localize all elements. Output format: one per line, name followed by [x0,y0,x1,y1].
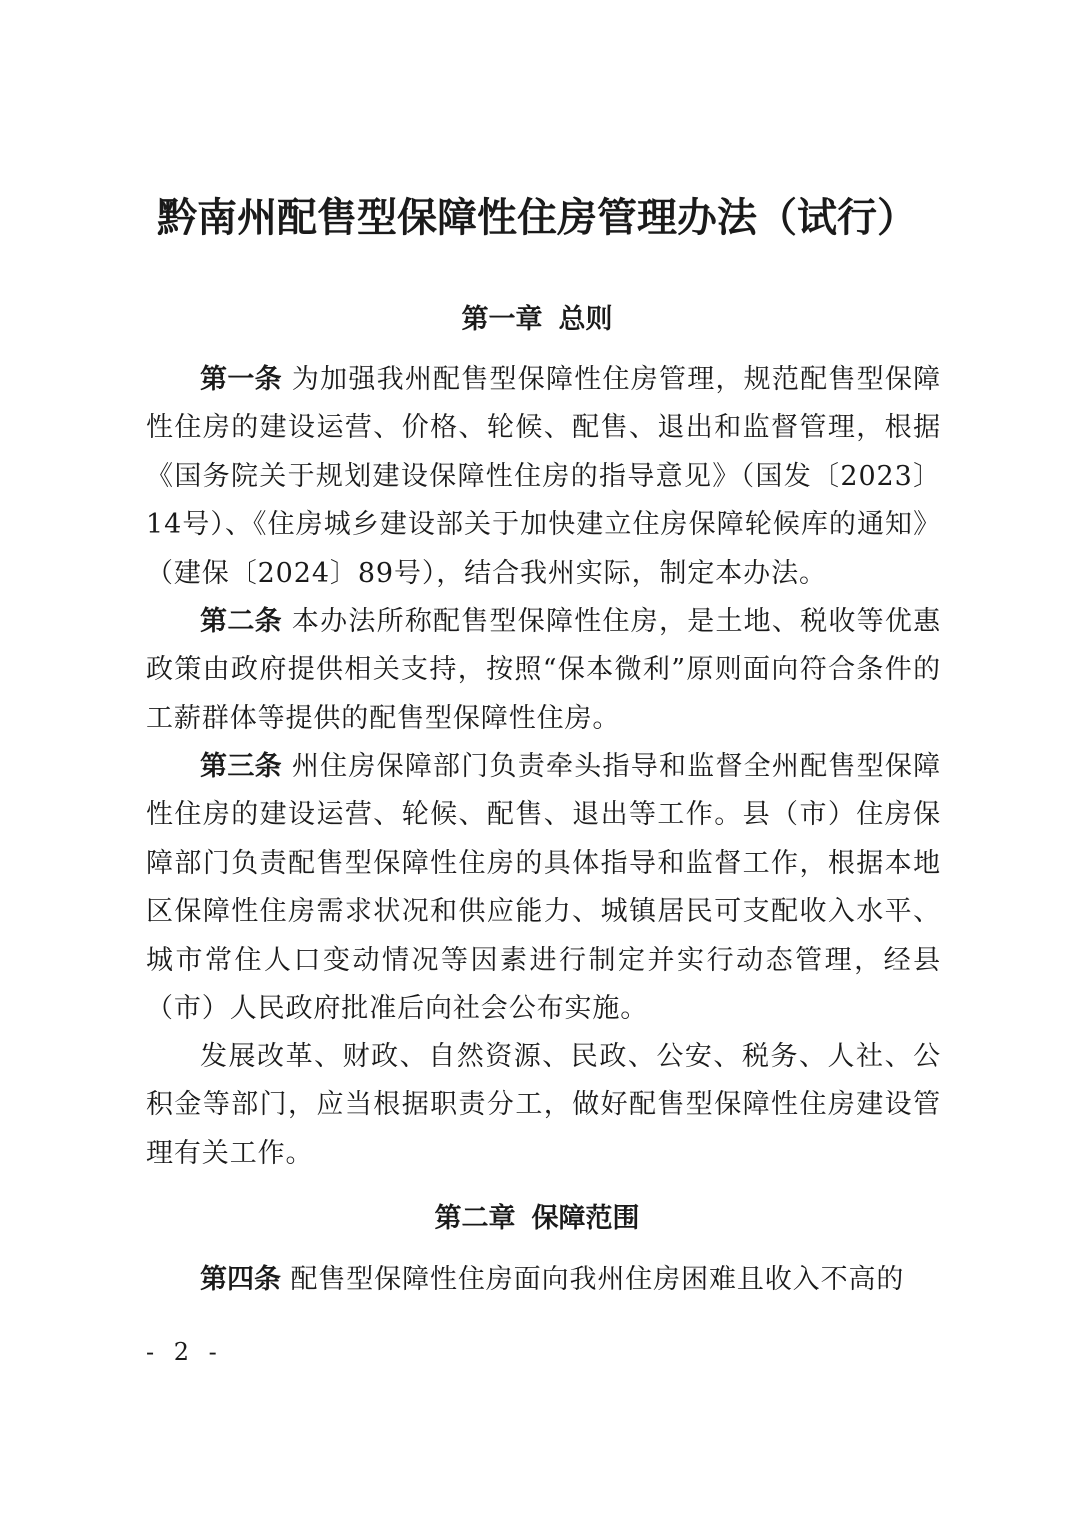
page-number: - 2 - [146,1338,223,1366]
chapter-1-heading [0,300,1074,340]
article-2-text: 本办法所称配售型保障性住房，是土地、税收等优惠政策由政府提供相关支持，按照“保本微利”原则面向符合条件的工薪群体等提供的配售型保障性住房。 [146,606,942,734]
chapter-1-name: 总则 [558,304,613,335]
article-2 [146,598,941,743]
chapter-2-name: 保障范围 [531,1203,640,1234]
article-2-label: 第二条 [200,606,283,637]
article-4 [146,1256,941,1304]
article-4-label: 第四条 [200,1264,281,1295]
chapter-1-number: 第一章 [461,304,543,335]
chapter-2-heading [0,1199,1074,1239]
article-4-text: 配售型保障性住房面向我州住房困难且收入不高的 [290,1264,905,1295]
article-1-label: 第一条 [200,364,283,395]
article-3-label: 第三条 [200,751,283,782]
article-3 [146,743,941,1033]
article-3-paragraph-2: 发展改革、财政、自然资源、民政、公安、税务、人社、公积金等部门，应当根据职责分工，做好配售型保障性住房建设管理有关工作。 [146,1041,941,1169]
chapter-2-number: 第二章 [434,1203,516,1234]
article-1 [146,356,941,598]
document-title: 黔南州配售型保障性住房管理办法（试行） [157,194,917,241]
article-3-text: 州住房保障部门负责牵头指导和监督全州配售型保障性住房的建设运营、轮候、配售、退出等工作。县（市）住房保障部门负责配售型保障性住房的具体指导和监督工作，根据本地区保障性住房需求状况和供应能力、城镇居民可支配收入水平、城市常住人口变动情况等因素进行制定并实行动态管理，经县（市）人民政府批准后向社会公布实施。 [146,751,942,1025]
article-1-text: 为加强我州配售型保障性住房管理，规范配售型保障性住房的建设运营、价格、轮候、配售、退出和监督管理，根据《国务院关于规划建设保障性住房的指导意见》（国发〔2023〕14号）、《住房城乡建设部关于加快建立住房保障轮候库的通知》（建保〔2024〕89号），结合我州实际，制定本办法。 [146,364,942,589]
